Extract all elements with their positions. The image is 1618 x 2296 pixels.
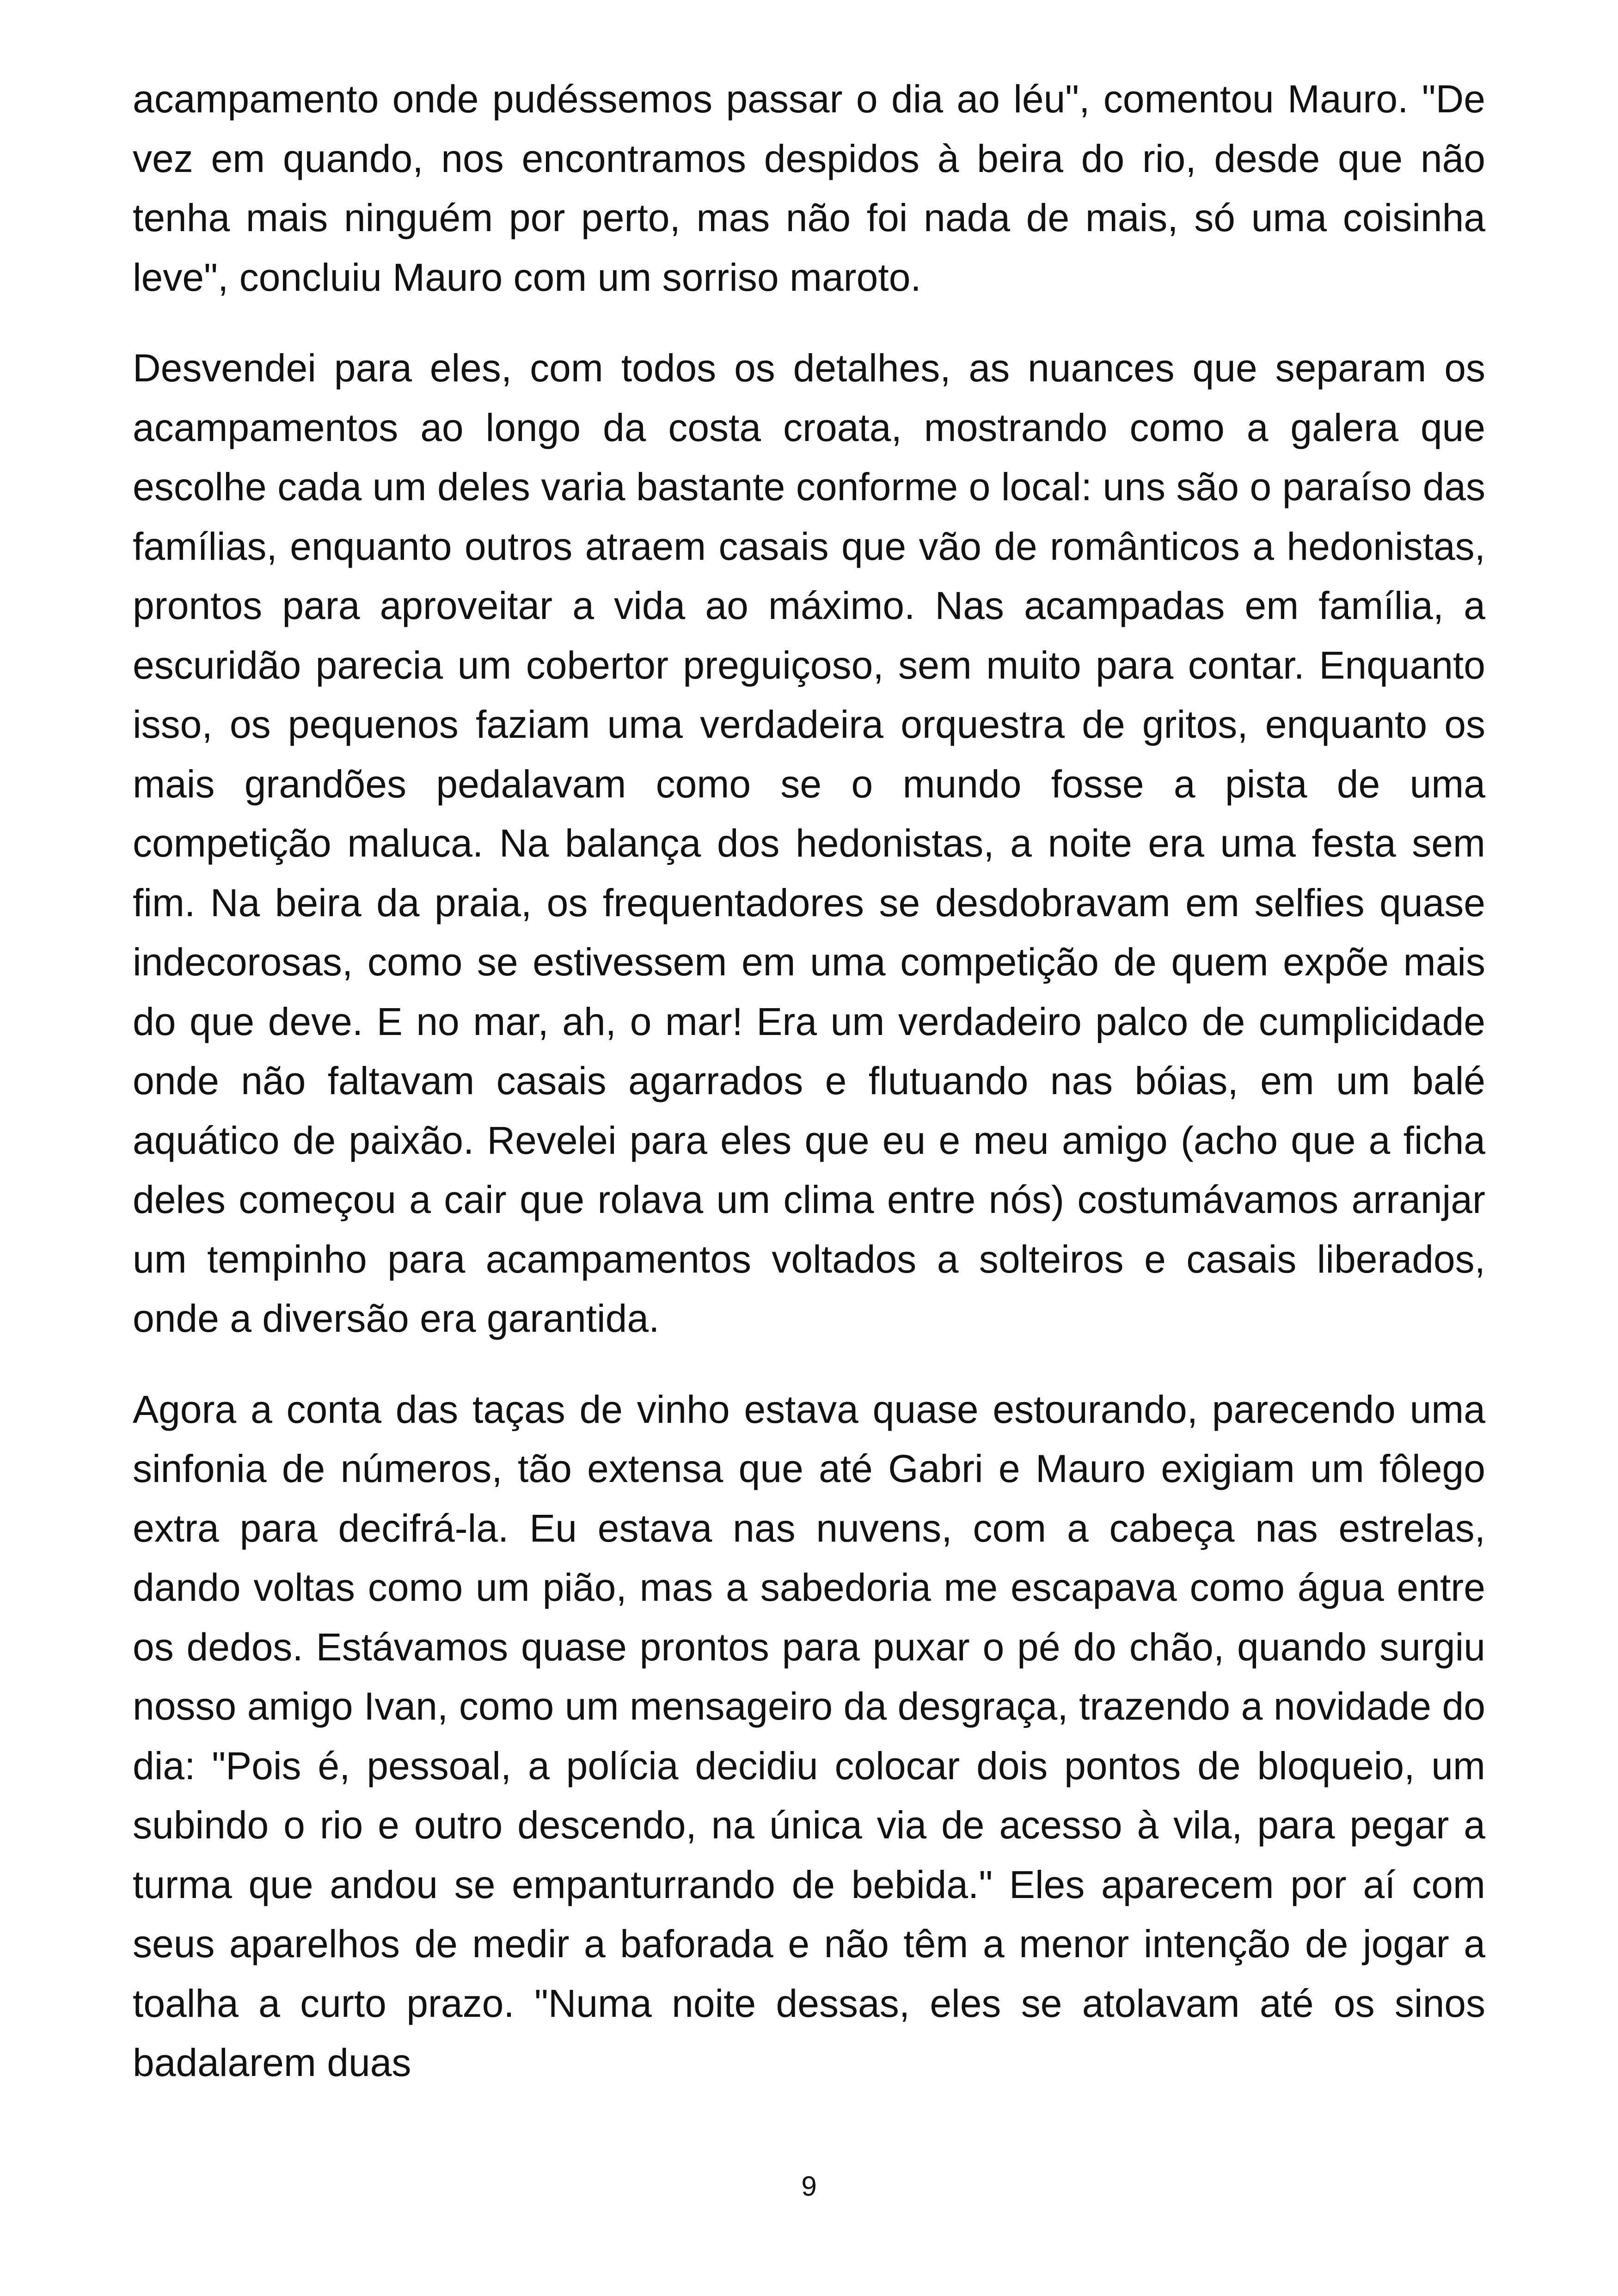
paragraph-1: acampamento onde pudéssemos passar o dia ao léu", comentou Mauro. "De vez em quando, nos encontramos despidos à beira do rio, desde que não tenha mais ninguém por perto, mas não foi nada de mais, só uma coisinha leve", concluiu Mauro com um sorriso maroto. — [133, 77, 1485, 299]
paragraph-2: Desvendei para eles, com todos os detalhes, as nuances que separam os acampamentos ao longo da costa croata, mostrando como a galera que escolhe cada um deles varia bastante conforme o local: uns são o paraíso das famílias, enquanto outros atraem casais que vão de românticos a hedonistas, prontos para aproveitar a vida ao máximo. Nas acampadas em família, a escuridão parecia um cobertor preguiçoso, sem muito para contar. Enquanto isso, os pequenos faziam uma verdadeira orquestra de gritos, enquanto os mais grandões pedalavam como se o mundo fosse a pista de uma competição maluca. Na balança dos hedonistas, a noite era uma festa sem fim. Na beira da praia, os frequentadores se desdobravam em selfies quase indecorosas, como se estivessem em uma competição de quem expõe mais do que deve. E no mar, ah, o mar! Era um verdadeiro palco de cumplicidade onde não faltavam casais agarrados e flutuando nas bóias, em um balé aquático de paixão. Revelei para eles que eu e meu amigo (acho que a ficha deles começou a cair que rolava um clima entre nós) costumávamos arranjar um tempinho para acampamentos voltados a solteiros e casais liberados, onde a diversão era garantida. — [133, 346, 1485, 1340]
paragraph-3: Agora a conta das taças de vinho estava quase estourando, parecendo uma sinfonia de números, tão extensa que até Gabri e Mauro exigiam um fôlego extra para decifrá-la. Eu estava nas nuvens, com a cabeça nas estrelas, dando voltas como um pião, mas a sabedoria me escapava como água entre os dedos. Estávamos quase prontos para puxar o pé do chão, quando surgiu nosso amigo Ivan, como um mensageiro da desgraça, trazendo a novidade do dia: "Pois é, pessoal, a polícia decidiu colocar dois pontos de bloqueio, um subindo o rio e outro descendo, na única via de acesso à vila, para pegar a turma que andou se empanturrando de bebida." Eles aparecem por aí com seus aparelhos de medir a baforada e não têm a menor intenção de jogar a toalha a curto prazo. "Numa noite dessas, eles se atolavam até os sinos badalarem duas — [133, 1387, 1485, 2084]
body-text — [133, 69, 1485, 2093]
page-number: 9 — [801, 2171, 817, 2202]
